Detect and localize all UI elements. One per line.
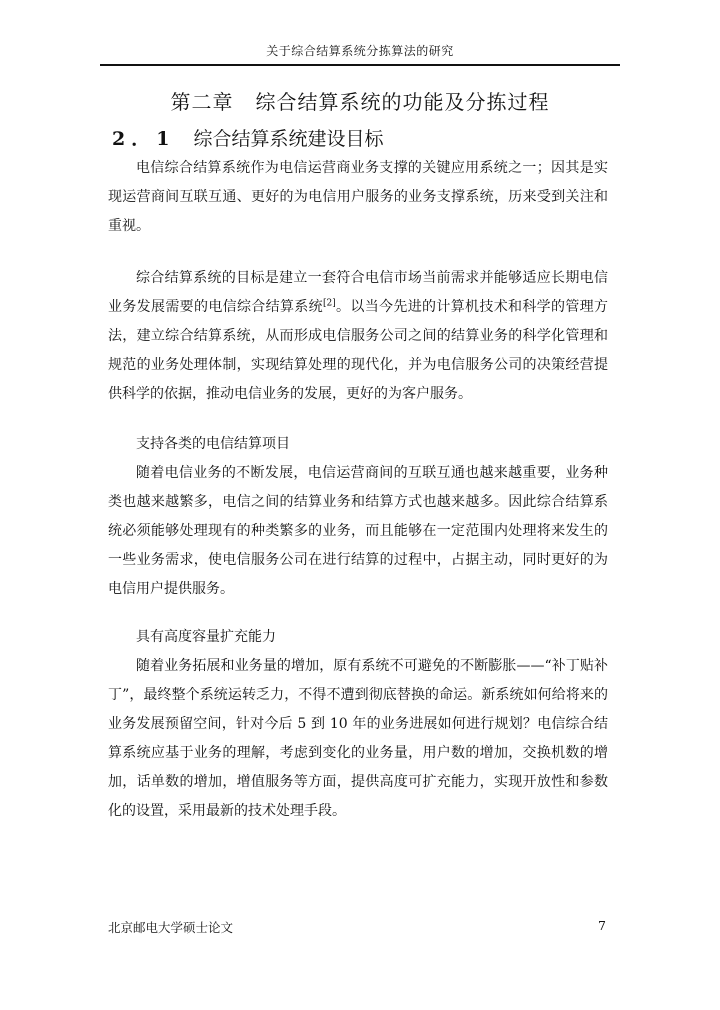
paragraph-goal-text-b: 。以当今先进的计算机技术和科学的管理方法，建立综合结算系统，从而形成电信服务公司之间的结算业务的科学化管理和规范的业务处理体制，实现结算处理的现代化，并为电信服务公司的决策经营提供科学的依据，推动电信业务的发展，更好的为客户服务。 <box>108 299 609 402</box>
section-number: 2．1 <box>112 128 176 150</box>
running-title: 关于综合结算系统分拣算法的研究 <box>266 44 454 58</box>
paragraph-goal-text-a: 综合结算系统的目标是建立一套符合电信市场当前需求并能够适应长期电信业务发展需要的电信综合结算系统 <box>108 270 608 315</box>
section-title: 综合结算系统建设目标 <box>193 128 384 150</box>
page-number: 7 <box>598 918 606 933</box>
running-header <box>100 40 620 66</box>
citation-ref: [2] <box>322 298 336 309</box>
paragraph-intro: 电信综合结算系统作为电信运营商业务支撑的关键应用系统之一；因其是实现运营商间互联互通、更好的为电信用户服务的业务支撑系统，历来受到关注和重视。 <box>108 160 608 234</box>
subheading-billing-items: 支持各类的电信结算项目 <box>136 436 290 452</box>
paragraph-goal <box>108 264 608 409</box>
paragraph-capacity: 随着业务拓展和业务量的增加，原有系统不可避免的不断膨胀——“补丁贴补丁”，最终整个系统运转乏力，不得不遭到彻底替换的命运。新系统如何给将来的业务发展预留空间，针对今后 5 到 10 年的业务进展如何进行规划？电信综合结算系统应基于业务的理解，考虑到变化的业务量，用户数的增加，交换机数的增加，话单数的增加，增值服务等方面，提供高度可扩充能力，实现开放性和参数化的设置，采用最新的技术处理手段。 <box>108 658 608 819</box>
footer-institution: 北京邮电大学硕士论文 <box>108 920 234 935</box>
section-heading <box>112 124 383 151</box>
chapter-title: 第二章 综合结算系统的功能及分拣过程 <box>170 90 550 114</box>
paragraph-billing-items: 随着电信业务的不断发展，电信运营商间的互联互通也越来越重要，业务种类也越来越繁多，电信之间的结算业务和结算方式也越来越多。因此综合结算系统必须能够处理现有的种类繁多的业务，而且能够在一定范围内处理将来发生的一些业务需求，使电信服务公司在进行结算的过程中，占据主动，同时更好的为电信用户提供服务。 <box>108 465 608 597</box>
subheading-capacity: 具有高度容量扩充能力 <box>136 629 276 645</box>
